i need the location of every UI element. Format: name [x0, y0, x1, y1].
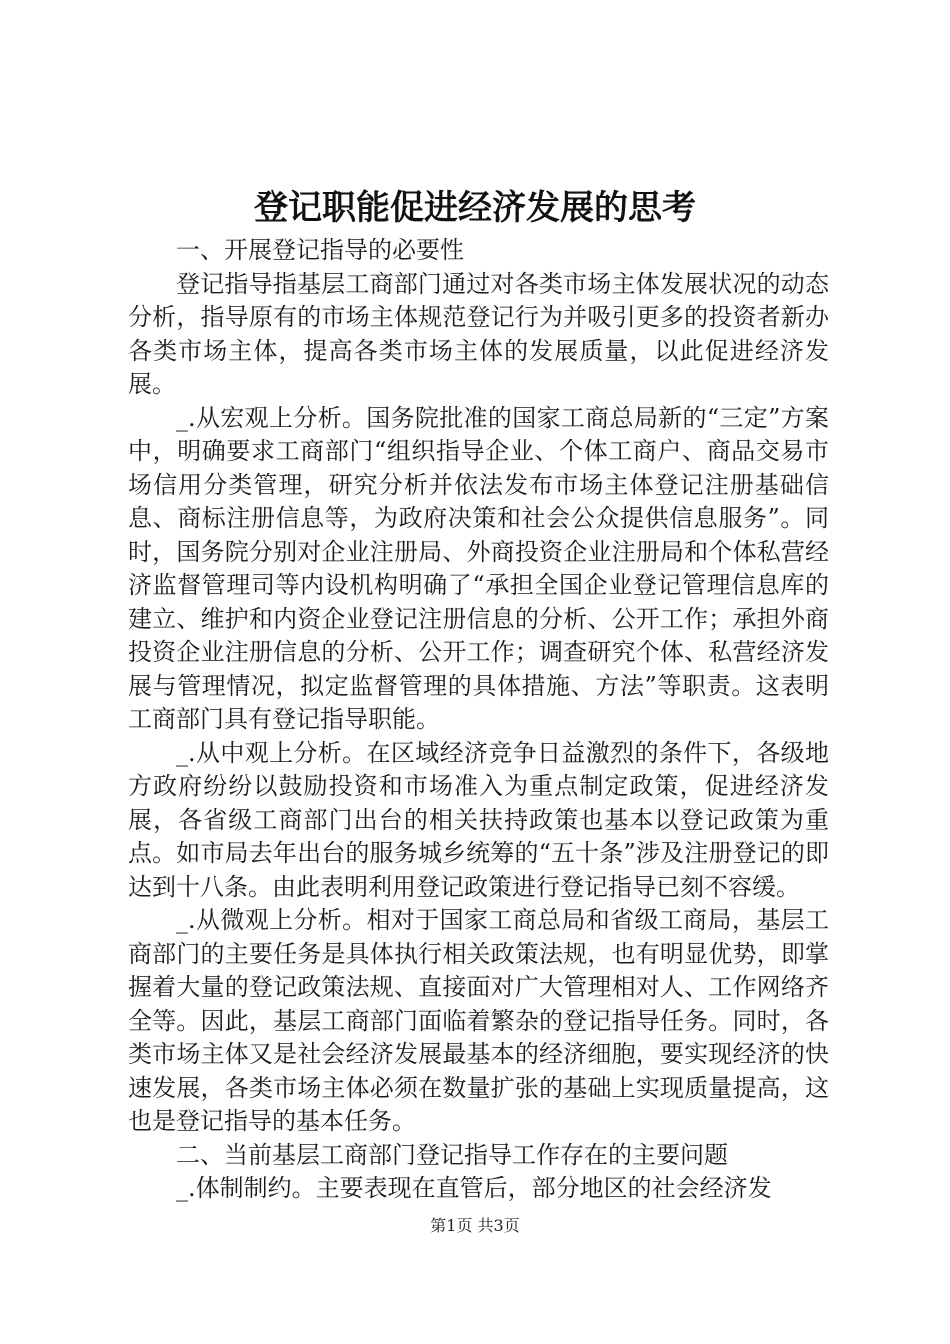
paragraph: 登记指导指基层工商部门通过对各类市场主体发展状况的动态分析，指导原有的市场主体规范登记行为并吸引更多的投资者新办各类市场主体，提高各类市场主体的发展质量，以此促进经济发展。 — [128, 269, 829, 398]
section-heading-1: 一、开展登记指导的必要性 — [176, 236, 464, 264]
document-body — [128, 234, 829, 1206]
paragraph: _.从宏观上分析。国务院批准的国家工商总局新的“三定”方案中，明确要求工商部门“组织指导企业、个体工商户、商品交易市场信用分类管理，研究分析并依法发布市场主体登记注册基础信息、商标注册信息等，为政府决策和社会公众提供信息服务”。同时，国务院分别对企业注册局、外商投资企业注册局和个体私营经济监督管理司等内设机构明确了“承担全国企业登记管理信息库的建立、维护和内资企业登记注册信息的分析、公开工作；承担外商投资企业注册信息的分析、公开工作；调查研究个体、私营经济发展与管理情况，拟定监督管理的具体措施、方法”等职责。这表明工商部门具有登记指导职能。 — [128, 403, 829, 733]
paragraph: _.从微观上分析。相对于国家工商总局和省级工商局，基层工商部门的主要任务是具体执行相关政策法规，也有明显优势，即掌握着大量的登记政策法规、直接面对广大管理相对人、工作网络齐全等。因此，基层工商部门面临着繁杂的登记指导任务。同时，各类市场主体又是社会经济发展最基本的经济细胞，要实现经济的快速发展，各类市场主体必须在数量扩张的基础上实现质量提高，这也是登记指导的基本任务。 — [128, 906, 829, 1135]
paragraph: _.从中观上分析。在区域经济竞争日益激烈的条件下，各级地方政府纷纷以鼓励投资和市场准入为重点制定政策，促进经济发展，各省级工商部门出台的相关扶持政策也基本以登记政策为重点。如市局去年出台的服务城乡统筹的“五十条”涉及注册登记的即达到十八条。由此表明利用登记政策进行登记指导已刻不容缓。 — [128, 738, 829, 901]
page-footer: 第1页 共3页 — [430, 1216, 520, 1235]
paragraph: _.体制制约。主要表现在直管后，部分地区的社会经济发 — [176, 1174, 772, 1202]
section-heading-2: 二、当前基层工商部门登记指导工作存在的主要问题 — [176, 1140, 728, 1169]
document-title: 登记职能促进经济发展的思考 — [254, 188, 696, 228]
